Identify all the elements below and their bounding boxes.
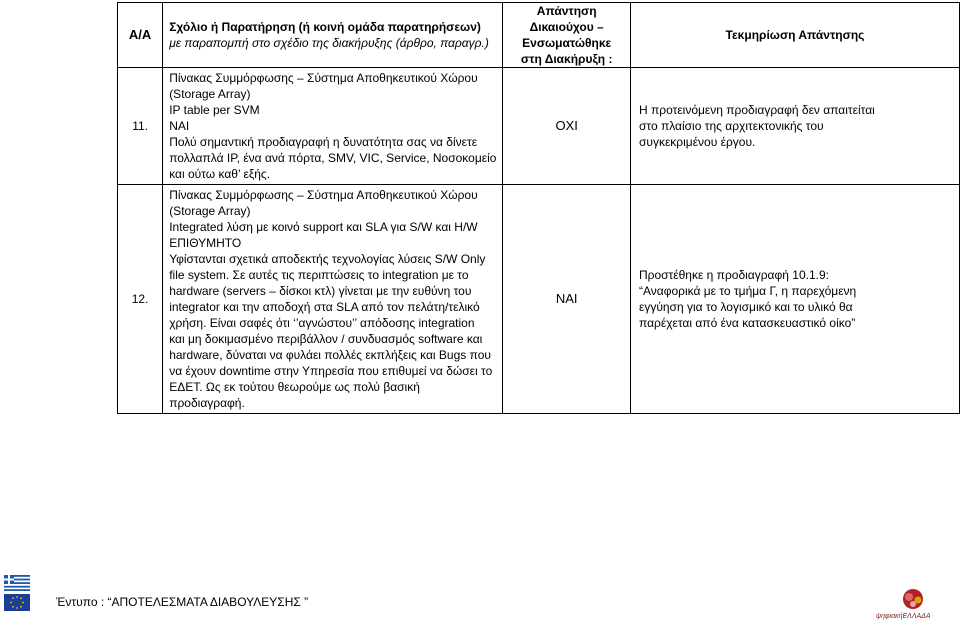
- comment-line: integrator και την αποδοχή στα SLA από τον πελάτη/τελικό: [169, 300, 480, 314]
- header-answer-line: Ενσωματώθηκε: [522, 36, 612, 50]
- justification-line: Προστέθηκε η προδιαγραφή 10.1.9:: [638, 268, 829, 282]
- row-comment: [163, 185, 503, 414]
- row-justification: [630, 68, 959, 185]
- comment-line: Πολύ σημαντική προδιαγραφή η δυνατότητα σας να δίνετε: [169, 135, 478, 149]
- row-answer: ΟΧΙ: [503, 68, 631, 185]
- comment-line: file system. Σε αυτές τις περιπτώσεις το integration με το: [169, 268, 469, 282]
- comment-line: Υφίστανται σχετικά αποδεκτής τεχνολογίας λύσεις S/W Only: [169, 252, 486, 266]
- comment-line: ΕΔΕΤ. Ως εκ τούτου θεωρούμε ως πολύ βασική: [169, 380, 420, 394]
- comment-line: (Storage Array): [169, 87, 251, 101]
- header-comment: [163, 3, 503, 68]
- consultation-table: [117, 2, 960, 414]
- row-comment: [163, 68, 503, 185]
- logo-wordmark: ψηφιακήΕΛΛΑΔΑ: [876, 613, 931, 620]
- row-justification: [630, 185, 959, 414]
- justification-line: παρέχεται από ένα κατασκευαστικό οίκο”: [638, 316, 856, 330]
- row-answer: ΝΑΙ: [503, 185, 631, 414]
- comment-line: IP table per SVM: [169, 103, 260, 117]
- footer-form-label: Έντυπο : “ΑΠΟΤΕΛΕΣΜΑΤΑ ΔΙΑΒΟΥΛΕΥΣΗΣ ”: [56, 595, 309, 609]
- justification-line: συγκεκριμένου έργου.: [638, 135, 756, 149]
- comment-line: Πίνακας Συμμόρφωσης – Σύστημα Αποθηκευτικού Χώρου: [169, 71, 478, 85]
- table-row: [118, 68, 960, 185]
- comment-line: ΕΠΙΘΥΜΗΤΟ: [169, 236, 242, 250]
- comment-line: χρήση. Είναι σαφές ότι ‘’αγνώστου’’ απόδοσης integration: [169, 316, 475, 330]
- header-answer: [503, 3, 631, 68]
- greek-eu-flag-icon: [4, 575, 30, 611]
- comment-line: προδιαγραφή.: [169, 396, 245, 410]
- comment-line: Integrated λύση με κοινό support και SLA για S/W και H/W: [169, 220, 478, 234]
- header-answer-line: Απάντηση: [536, 4, 597, 18]
- header-justification: Τεκμηρίωση Απάντησης: [630, 3, 959, 68]
- comment-line: να έχουν downtime στην Υπηρεσία που επιθυμεί να δώσει το: [169, 364, 493, 378]
- header-answer-line: Δικαιούχου –: [529, 20, 604, 34]
- comment-line: και μη δοκιμασμένο περιβάλλον / συνδυασμός software και: [169, 332, 483, 346]
- row-number: 12.: [118, 185, 163, 414]
- header-comment-title: Σχόλιο ή Παρατήρηση (ή κοινή ομάδα παρατηρήσεων): [169, 20, 481, 34]
- justification-line: Η προτεινόμενη προδιαγραφή δεν απαιτείται: [638, 103, 875, 117]
- comment-line: Πίνακας Συμμόρφωσης – Σύστημα Αποθηκευτικού Χώρου: [169, 188, 478, 202]
- comment-line: hardware (servers – δίσκοι κτλ) γίνεται με την ευθύνη του: [169, 284, 472, 298]
- justification-line: στο πλαίσιο της αρχιτεκτονικής του: [638, 119, 824, 133]
- row-number: 11.: [118, 68, 163, 185]
- greek-flag-icon: [4, 575, 30, 591]
- header-answer-line: στη Διακήρυξη :: [520, 52, 613, 66]
- eu-flag-icon: [4, 594, 30, 611]
- comment-line: ΝΑΙ: [169, 119, 190, 133]
- header-comment-subtitle: με παραπομπή στο σχέδιο της διακήρυξης (άρθρο, παραγρ.): [169, 36, 489, 50]
- table-row: [118, 185, 960, 414]
- table-header-row: [118, 3, 960, 68]
- justification-line: εγγύηση για το λογισμικό και το υλικό θα: [638, 300, 853, 314]
- comment-line: και ούτω καθ’ εξής.: [169, 167, 271, 181]
- comment-line: (Storage Array): [169, 204, 251, 218]
- comment-line: hardware, δύναται να φυλάει πολλές εκπλήξεις και Bugs που: [169, 348, 491, 362]
- comment-line: πολλαπλά IP, ένα ανά πόρτα, SMV, VIC, Service, Νοσοκομείο: [169, 151, 497, 165]
- justification-line: “Αναφορικά με το τμήμα Γ, η παρεχόμενη: [638, 284, 857, 298]
- header-aa: Α/Α: [118, 3, 163, 68]
